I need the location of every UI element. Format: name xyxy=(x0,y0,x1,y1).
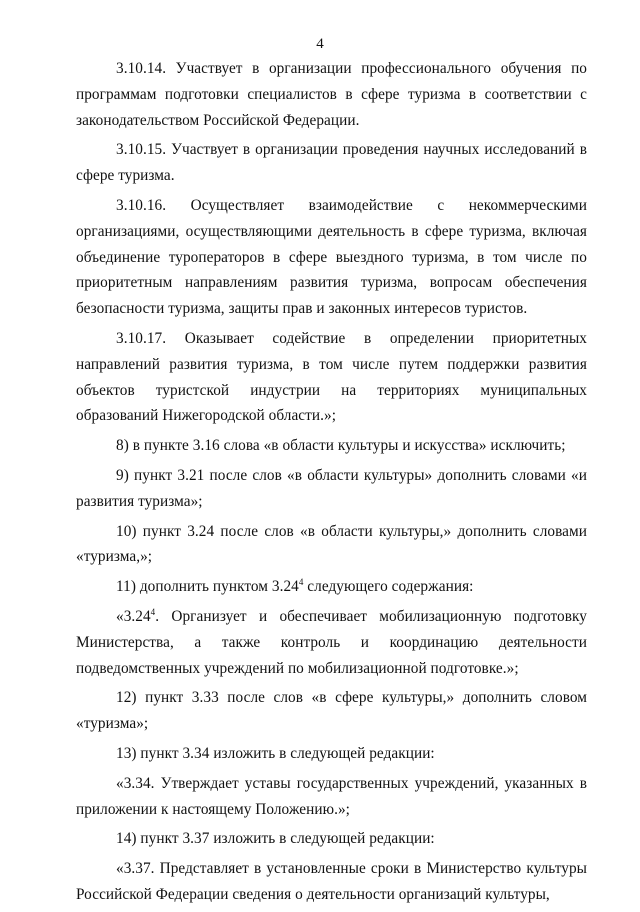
item-11-superscript: 4 xyxy=(298,577,304,588)
document-body xyxy=(76,56,587,912)
paragraph-item-14: 14) пункт 3.37 изложить в следующей редакции: xyxy=(116,830,435,848)
paragraph-3-24-4 xyxy=(76,604,587,681)
paragraph-item-11 xyxy=(76,574,587,600)
item-11-text-before: 11) дополнить пунктом 3.24 xyxy=(116,578,299,596)
paragraph-3-10-14: 3.10.14. Участвует в организации профессионального обучения по программам подготовки специалистов в сфере туризма в соответствии с законодательством Российской Федерации. xyxy=(76,60,587,129)
paragraph-3-34: «3.34. Утверждает уставы государственных учреждений, указанных в приложении к настоящему Положению.»; xyxy=(76,774,587,818)
paragraph-3-10-15: 3.10.15. Участвует в организации проведения научных исследований в сфере туризма. xyxy=(76,141,587,185)
paragraph-item-13: 13) пункт 3.34 изложить в следующей редакции: xyxy=(116,744,435,762)
paragraph-3-10-17: 3.10.17. Оказывает содействие в определении приоритетных направлений развития туризма, в том числе путем поддержки развития объектов туристской индустрии на территориях муниципальных образований Нижегородской области.»; xyxy=(76,329,587,425)
clause-3-24-4-text-before: «3.24 xyxy=(116,607,151,625)
paragraph-3-37: «3.37. Представляет в установленные сроки в Министерство культуры Российской Федерации сведения о деятельности организаций культуры, xyxy=(76,860,587,903)
paragraph-item-9: 9) пункт 3.21 после слов «в области культуры» дополнить словами «и развития туризма»; xyxy=(76,466,587,510)
paragraph-item-10: 10) пункт 3.24 после слов «в области культуры,» дополнить словами «туризма,»; xyxy=(76,522,587,566)
paragraph-item-8: 8) в пункте 3.16 слова «в области культуры и искусства» исключить; xyxy=(116,437,566,455)
page-number: 4 xyxy=(316,36,324,52)
item-11-text-after: следующего содержания: xyxy=(303,578,474,596)
paragraph-3-10-16: 3.10.16. Осуществляет взаимодействие с некоммерческими организациями, осуществляющими деятельность в сфере туризма, включая объединение туроператоров в сфере выездного туризма, в том числе по приоритетным направлениям развития туризма, вопросам обеспечения безопасности туризма, защиты прав и законных интересов туристов. xyxy=(76,196,587,318)
clause-3-24-4-superscript: 4 xyxy=(150,606,156,617)
clause-3-24-4-text-after: . Организует и обеспечивает мобилизационную подготовку Министерства, а также контроль и координацию деятельности подведомственных учреждений по мобилизационной подготовке.»; xyxy=(76,607,587,677)
paragraph-item-12: 12) пункт 3.33 после слов «в сфере культуры,» дополнить словом «туризма»; xyxy=(76,689,587,733)
